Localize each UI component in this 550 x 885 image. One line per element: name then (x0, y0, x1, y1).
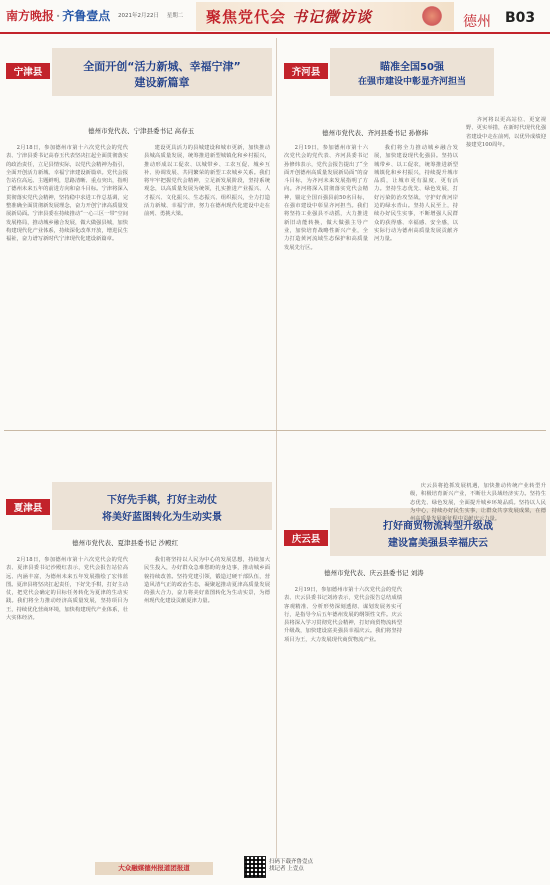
headline-line-2: 将美好蓝图转化为生动实景 (102, 512, 222, 523)
county-tag: 齐河县 (284, 63, 328, 79)
section-banner (196, 2, 454, 31)
banner-title (206, 6, 372, 27)
county-tag: 庆云县 (284, 530, 328, 546)
headline-box (330, 48, 494, 96)
banner-part2: 书记微访谈 (292, 8, 373, 26)
newspaper-masthead: 南方晚报 · 齐鲁壹点 (6, 9, 111, 23)
byline: 德州市党代表、夏津县委书记 沙殿红 (72, 539, 179, 547)
headline-line-1: 全面开创“活力新城、幸福宁津” (83, 60, 241, 73)
banner-part1: 聚焦党代会 (206, 8, 287, 26)
qr-caption-line-2: 找记者 上壹点 (269, 866, 304, 872)
qr-code-icon[interactable] (244, 856, 266, 878)
byline: 德州市党代表、齐河县委书记 孙修炜 (322, 129, 429, 137)
masthead-left: 南方晚报 (6, 9, 55, 23)
body-column-2: 我们将全力推动城乡融合发展，加快建设现代化强县。坚持以城带乡、以工促农，统筹推进新型城镇化和乡村振兴，持续提升城市品质，让城市更有温度、更有活力。坚持生态优先、绿色发展，打好污染防治攻坚战，守护好黄河岸边的绿水青山。坚持人民至上，持续办好民生实事，不断增强人民群众的获得感、幸福感、安全感，以实际行动为德州高质量发展贡献齐河力量。 (374, 145, 458, 243)
county-tag: 夏津县 (6, 499, 50, 515)
byline: 德州市党代表、宁津县委书记 高春玉 (88, 127, 195, 135)
qr-caption-line-1: 扫码下载齐鲁壹点 (269, 859, 314, 865)
qr-caption (269, 859, 313, 873)
body-column-2: 建设更具活力的县城建设和城市更新，加快推动县城高质量发展，统筹推进新型城镇化和乡村振兴，推动形成以工促农、以城带乡、工农互促、城乡互补、协调发展、共同繁荣的新型工农城乡关系。我们将牢牢把握党代会精神，立足新发展阶段，坚持系统观念，以高质量发展为统领，扎实推进产业振兴、人才振兴、文化振兴、生态振兴、组织振兴，全力打造活力新城、幸福宁津，努力在德州现代化建设中走在前列、勇挑大梁。 (144, 145, 270, 218)
body-column-3: 齐河将以更高站位、更宽视野、更实举措，在新时代现代化强省建设中走在前列，以优异成绩迎接建党100周年。 (466, 117, 546, 148)
weekday-text: 星期二 (166, 13, 184, 19)
flower-decoration-icon (420, 4, 444, 28)
headline-line-2: 建设富美强县幸福庆云 (388, 538, 488, 549)
headline-box (52, 48, 272, 96)
footer-banner: 大众融媒德州报道团报道 (95, 862, 213, 875)
county-tag: 宁津县 (6, 63, 50, 79)
body-column-2: 我们将坚持以人民为中心的发展思想，持续加大民生投入，办好群众急难愁盼的身边事，推动城乡面貌持续改善。坚持党建引领，锻造过硬干部队伍，营造风清气正的政治生态，凝聚起推动夏津高质量发展的强大合力，奋力将美好蓝图转化为生动实景，为德州现代化建设贡献夏津力量。 (144, 557, 270, 605)
headline-line-2: 在强市建设中彰显齐河担当 (357, 77, 466, 87)
issue-date (118, 11, 189, 19)
section-divider (4, 430, 546, 431)
headline-box (52, 482, 272, 530)
article-xiajin (0, 432, 275, 852)
headline-line-2: 建设新篇章 (134, 76, 190, 89)
page-header (0, 0, 550, 34)
body-column-1: 2月18日，参加德州市第十六次党代会的党代表、夏津县委书记沙殿红表示，党代会报告站位高远、内涵丰富，为德州未来五年发展描绘了宏伟蓝图。夏津县将坚决扛起责任，下好先手棋，打好主动仗，把党代会确定的目标任务转化为夏津的生动实践。我们将全力推动经济高质量发展，坚持项目为王，持续优化营商环境，加快构建现代产业体系，壮大实体经济。 (6, 557, 128, 622)
column-divider (276, 38, 277, 858)
headline-line-1: 瞄准全国50强 (380, 62, 444, 73)
article-qingyun (280, 432, 550, 852)
page-number: B03 (505, 10, 536, 26)
masthead-right: 齐鲁壹点 (62, 9, 111, 23)
body-column-2: 庆云县将抢抓发展机遇，加快推动传统产业转型升级，积极培育新兴产业，不断壮大县域经济实力。坚持生态优先、绿色发展，全面提升城乡环境品质。坚持以人民为中心，持续办好民生实事，让群众共享发展成果，在德州高质量发展新征程中贡献庆云力量。 (410, 483, 546, 523)
body-column-1: 2月18日，参加德州市第十六次党代会的党代表、宁津县委书记高春玉代表坚决扛起全面贯彻落实的政治责任，立足县情实际，以党代会精神为指引，全面开创活力新城、幸福宁津建设新篇章。党代会报告站位高远、主题鲜明，思路清晰、重点突出，指明了德州未来五年的前进方向和奋斗目标。宁津将深入贯彻落实党代会精神，坚持稳中求进工作总基调，完整准确全面贯彻新发展理念，奋力开创宁津高质量发展新局面。宁津县委在持续推动“一心三区一带”空间发展格局，推动城乡融合发展，做大做强县城，加快构建现代化产业体系，持续深化改革开放，增进民生福祉，奋力谱写新时代宁津现代化建设新篇章。 (6, 145, 128, 243)
date-text: 2021年2月22日 (118, 13, 159, 19)
byline: 德州市党代表、庆云县委书记 刘涛 (324, 569, 424, 577)
article-ningjin (0, 36, 275, 428)
body-column-1: 2月19日，参加德州市第十六次党代会的党代表、齐河县委书记孙修炜表示，党代会报告提出了“全面开创德州高质量发展新局面”的奋斗目标，为齐河未来发展指明了方向。齐河将深入贯彻落实党代会精神，锚定全国百强县前50名目标，在强市建设中彰显齐河担当。我们将坚持工业强县不动摇，大力推进新旧动能转换，做大做强主导产业，加快培育战略性新兴产业，全力打造黄河流域生态保护和高质量发展先行区。 (284, 145, 368, 251)
headline-line-1: 下好先手棋，打好主动仗 (107, 495, 217, 506)
headline-line-1: 打好商贸物流转型升级战 (383, 521, 493, 532)
article-qihe (280, 36, 550, 428)
region-label: 德州 (463, 14, 491, 30)
body-column-1: 2月19日，参加德州市第十六次党代会的党代表、庆云县委书记刘涛表示，党代会报告总结成绩客观精准、分析形势深刻透彻、谋划发展务实可行，是指导今后五年德州发展的纲领性文件。庆云县将深入学习贯彻党代会精神，打好商贸物流转型升级战，加快建设富美强县幸福庆云。我们将坚持项目为王，大力发展现代商贸物流产业。 (284, 587, 402, 643)
